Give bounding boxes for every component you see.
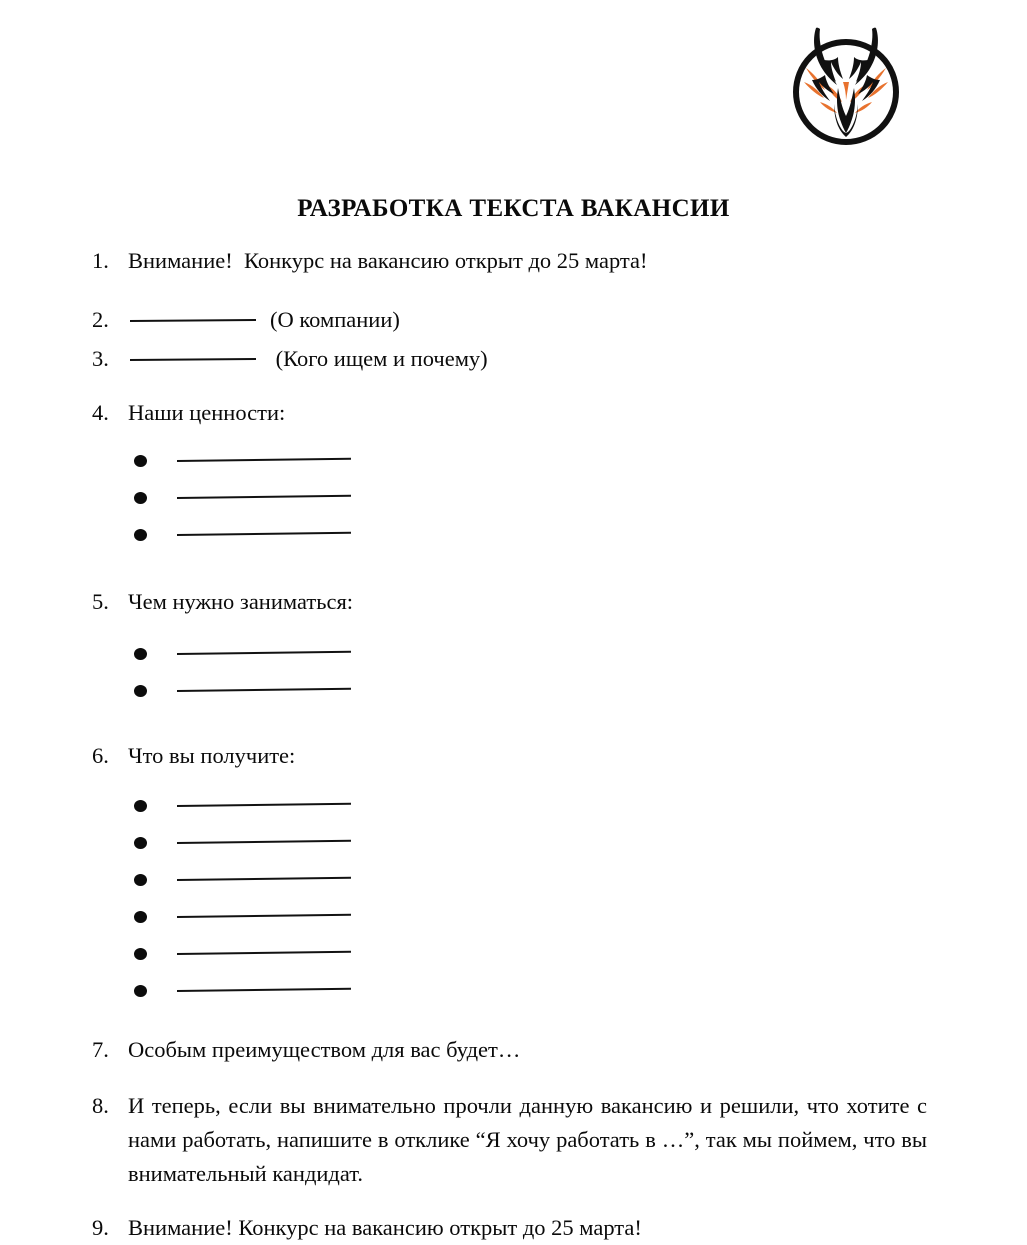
logo-accent-flames: [804, 68, 888, 113]
list-text-8: И теперь, если вы внимательно прочли данную вакансию и решили, что хотите с нами работать, напишите в отклике “Я хочу работать в …”, так мы поймем, что вы внимательный кандидат.: [128, 1093, 933, 1186]
list-item-9: [0, 1211, 1027, 1245]
bullet-dot: [134, 648, 147, 660]
blank-rule[interactable]: [128, 354, 256, 364]
list-number-2: 2.: [92, 307, 109, 332]
blank-write-line[interactable]: [177, 534, 351, 537]
page-title: РАЗРАБОТКА ТЕКСТА ВАКАНСИИ: [297, 194, 730, 222]
list-number-8: 8.: [92, 1093, 109, 1118]
bullet-dot: [134, 529, 147, 541]
list-item-5: [0, 585, 1027, 619]
list-text-3: (Кого ищем и почему): [270, 346, 488, 371]
bullet-dot: [134, 948, 147, 960]
bullet-dot: [134, 874, 147, 886]
blank-lines-group-5: [0, 637, 1027, 711]
list-text-9: Внимание! Конкурс на вакансию открыт до 25 марта!: [128, 1215, 642, 1240]
blank-line-row: [0, 637, 1027, 674]
bullet-dot: [134, 455, 147, 467]
dragon-head-logo: [782, 16, 910, 150]
blank-write-line[interactable]: [177, 460, 351, 463]
list-number-4: 4.: [92, 400, 109, 425]
blank-line-row: [0, 974, 1027, 1011]
bullet-dot: [134, 837, 147, 849]
blank-lines-group-4: [0, 444, 1027, 555]
list-number-7: 7.: [92, 1037, 109, 1062]
list-number-6: 6.: [92, 743, 109, 768]
blank-write-line[interactable]: [177, 842, 351, 845]
list-text-2: (О компании): [270, 307, 400, 332]
list-text-5: Чем нужно заниматься:: [128, 589, 354, 614]
blank-line-row: [0, 937, 1027, 974]
blank-write-line[interactable]: [177, 497, 351, 500]
blank-write-line[interactable]: [177, 953, 351, 956]
list-number-5: 5.: [92, 589, 109, 614]
blank-line-row: [0, 900, 1027, 937]
document-body: [0, 244, 1027, 1245]
blank-line-row: [0, 444, 1027, 481]
blank-write-line[interactable]: [177, 990, 351, 993]
blank-write-line[interactable]: [177, 690, 351, 693]
list-item-8: [0, 1089, 1027, 1191]
list-item-1: [0, 244, 1027, 278]
blank-line-row: [0, 674, 1027, 711]
blank-rule[interactable]: [128, 315, 256, 325]
list-item-7: [0, 1033, 1027, 1067]
list-item-3: [0, 343, 1027, 374]
blank-line-row: [0, 826, 1027, 863]
list-number-3: 3.: [92, 346, 109, 371]
blank-line-row: [0, 863, 1027, 900]
blank-write-line[interactable]: [177, 653, 351, 656]
blank-write-line[interactable]: [177, 805, 351, 808]
bullet-dot: [134, 492, 147, 504]
list-text-1: Внимание! Конкурс на вакансию открыт до 25 марта!: [128, 248, 648, 273]
blank-write-line[interactable]: [177, 916, 351, 919]
bullet-dot: [134, 985, 147, 997]
list-item-2: [0, 304, 1027, 335]
bullet-dot: [134, 800, 147, 812]
blank-line-row: [0, 789, 1027, 826]
list-number-9: 9.: [92, 1215, 109, 1240]
bullet-dot: [134, 685, 147, 697]
list-number-1: 1.: [92, 248, 109, 273]
blank-write-line[interactable]: [177, 879, 351, 882]
blank-line-row: [0, 518, 1027, 555]
list-text-4: Наши ценности:: [128, 400, 286, 425]
list-text-6: Что вы получите:: [128, 743, 296, 768]
blank-lines-group-6: [0, 789, 1027, 1011]
list-text-7: Особым преимуществом для вас будет…: [128, 1037, 521, 1062]
list-item-6: [0, 739, 1027, 773]
bullet-dot: [134, 911, 147, 923]
list-item-4: [0, 396, 1027, 430]
blank-line-row: [0, 481, 1027, 518]
